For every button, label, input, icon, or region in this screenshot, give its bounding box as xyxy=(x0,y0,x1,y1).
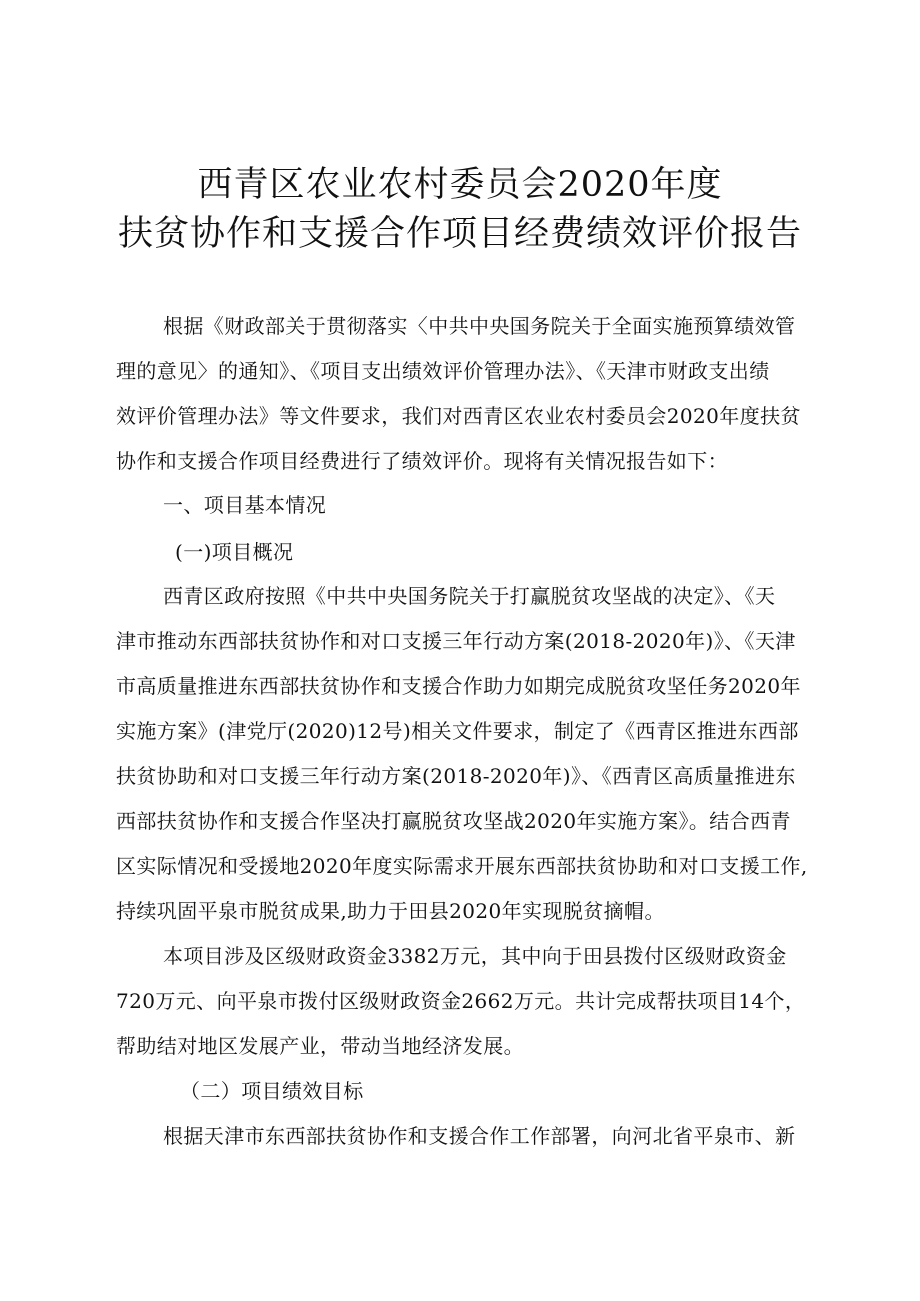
paragraph-1-line-2: 理的意见〉的通知》、《项目支出绩效评价管理办法》、《天津市财政支出绩 xyxy=(116,359,770,383)
section-1-heading: 一、项目基本情况 xyxy=(163,493,327,517)
paragraph-2-line-1: 西青区政府按照《中共中央国务院关于打赢脱贫攻坚战的决定》、《天 xyxy=(163,584,776,608)
paragraph-1-line-3: 效评价管理办法》等文件要求，我们对西青区农业农村委员会2020年度扶贫 xyxy=(116,404,801,428)
paragraph-2-line-8: 持续巩固平泉市脱贫成果,助力于田县2020年实现脱贫摘帽。 xyxy=(116,899,665,923)
paragraph-2-line-2: 津市推动东西部扶贫协作和对口支援三年行动方案(2018-2020年)》、《天津 xyxy=(116,629,796,653)
paragraph-1-line-4: 协作和支援合作项目经费进行了绩效评价。现将有关情况报告如下： xyxy=(116,449,728,473)
report-title-line-1: 西青区农业农村委员会2020年度 xyxy=(197,165,723,205)
report-title-line-2: 扶贫协作和支援合作项目经费绩效评价报告 xyxy=(117,214,802,254)
paragraph-1-line-1: 根据《财政部关于贯彻落实〈中共中央国务院关于全面实施预算绩效管 xyxy=(163,314,796,338)
paragraph-2-line-3: 市高质量推进东西部扶贫协作和支援合作助力如期完成脱贫攻坚任务2020年 xyxy=(116,674,801,698)
paragraph-2-line-7: 区实际情况和受援地2020年度实际需求开展东西部扶贫协助和对口支援工作, xyxy=(116,854,808,878)
paragraph-3-line-2: 720万元、向平泉市拨付区级财政资金2662万元。共计完成帮扶项目14个， xyxy=(116,989,806,1013)
paragraph-3-line-3: 帮助结对地区发展产业，带动当地经济发展。 xyxy=(116,1034,524,1058)
paragraph-3-line-1: 本项目涉及区级财政资金3382万元，其中向于田县拨付区级财政资金 xyxy=(163,944,787,968)
paragraph-2-line-6: 西部扶贫协作和支援合作坚决打赢脱贫攻坚战2020年实施方案》。结合西青 xyxy=(116,809,791,833)
paragraph-2-line-4: 实施方案》(津党厅(2020)12号)相关文件要求，制定了《西青区推进东西部 xyxy=(116,719,799,743)
subsection-2-heading: （二）项目绩效目标 xyxy=(180,1079,364,1103)
paragraph-2-line-5: 扶贫协助和对口支援三年行动方案(2018-2020年)》、《西青区高质量推进东 xyxy=(116,764,796,788)
subsection-1-heading: (一)项目概况 xyxy=(175,540,294,564)
paragraph-4-line-1: 根据天津市东西部扶贫协作和支援合作工作部署，向河北省平泉市、新 xyxy=(163,1124,796,1148)
